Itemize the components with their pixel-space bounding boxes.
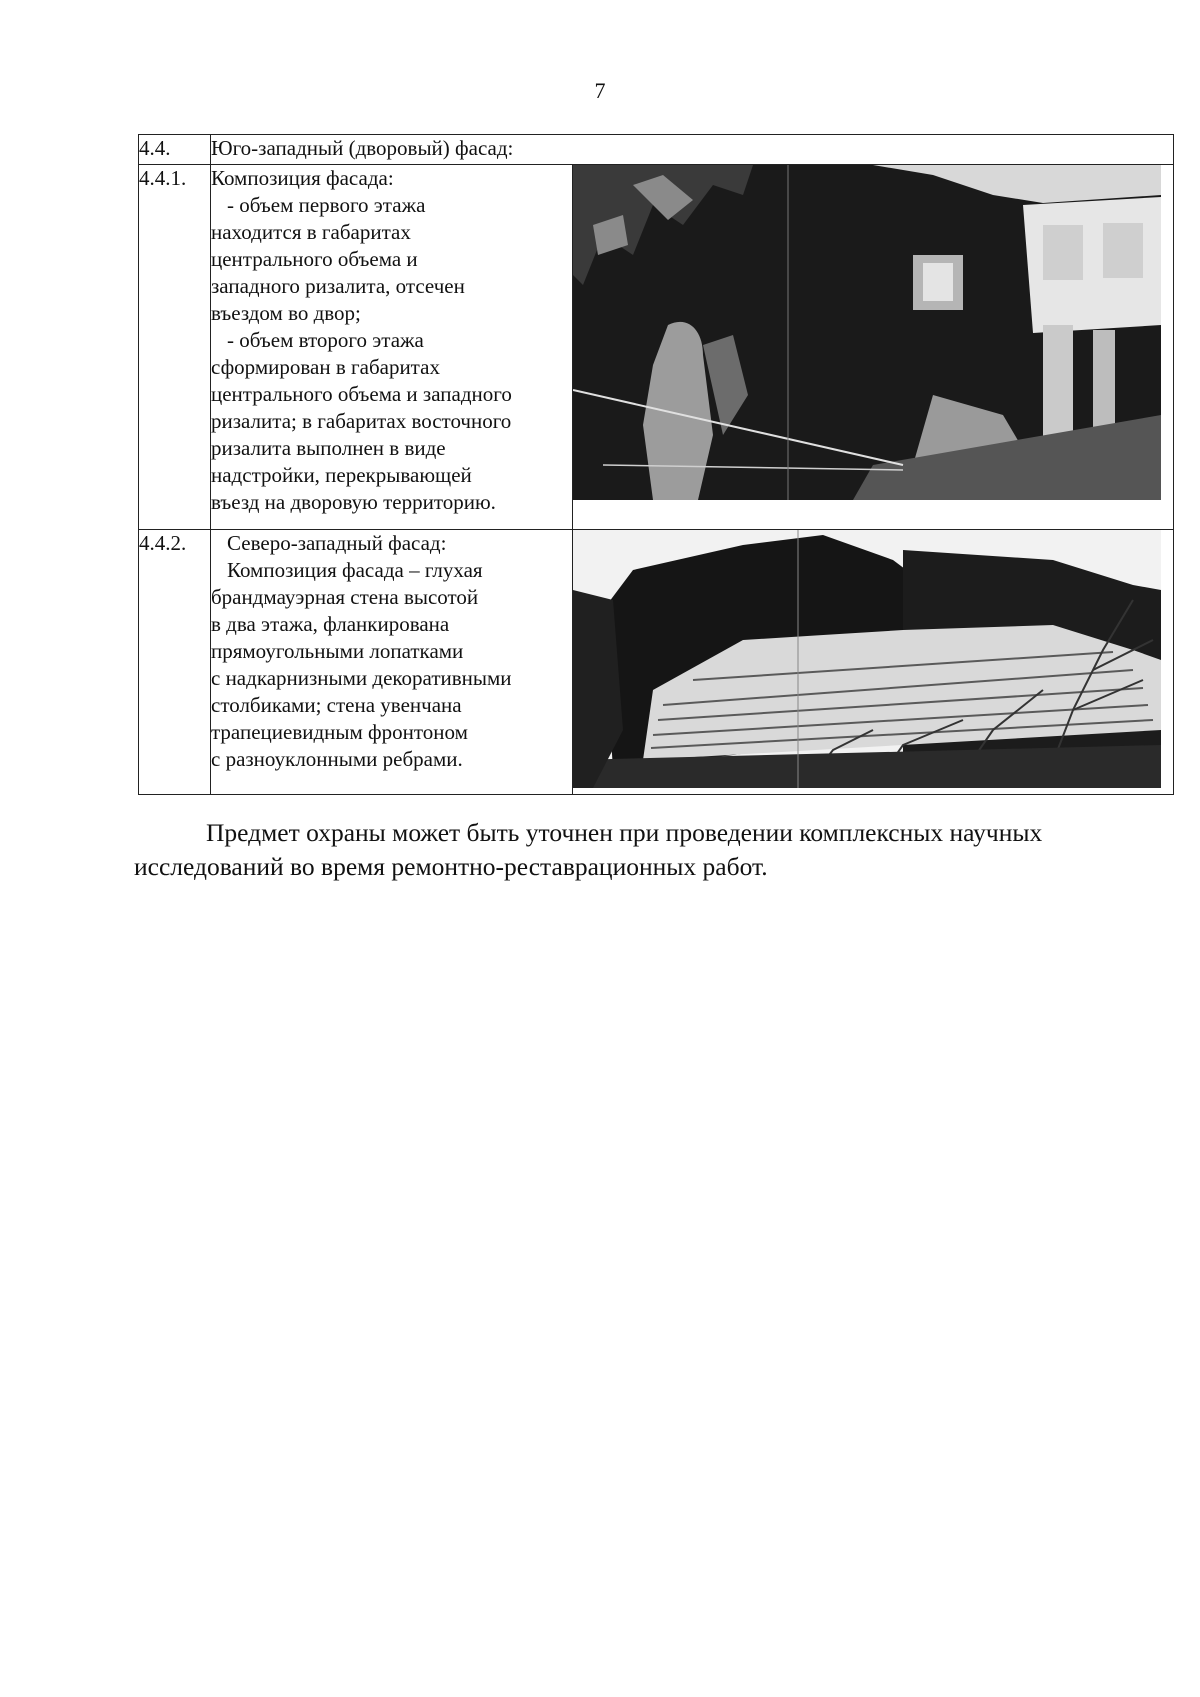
text-line: въезд на дворовую территорию.: [211, 490, 496, 514]
text-line: надстройки, перекрывающей: [211, 463, 472, 487]
text-line: центрального объема и: [211, 247, 418, 271]
firewall-facade-photo: [573, 530, 1161, 788]
section-row: [139, 135, 1174, 165]
text-line: - объем первого этажа: [227, 193, 426, 217]
facade-table: [138, 134, 1174, 795]
text-line: сформирован в габаритах: [211, 355, 440, 379]
courtyard-facade-photo: [573, 165, 1161, 500]
text-line: с надкарнизными декоративными: [211, 666, 512, 690]
row-number: 4.4.1.: [139, 165, 211, 530]
text-line: западного ризалита, отсечен: [211, 274, 465, 298]
photo-cell: [573, 165, 1174, 530]
text-line: столбиками; стена увенчана: [211, 693, 462, 717]
text-line: въездом во двор;: [211, 301, 361, 325]
table-row: [139, 530, 1174, 795]
text-line: прямоугольными лопатками: [211, 639, 464, 663]
text-line: - объем второго этажа: [227, 328, 424, 352]
section-number: 4.4.: [139, 135, 211, 165]
text-line: центрального объема и западного: [211, 382, 512, 406]
table-row: [139, 165, 1174, 530]
row-number: 4.4.2.: [139, 530, 211, 795]
page-number: 7: [594, 78, 606, 103]
text-line: с разноуклонными ребрами.: [211, 747, 463, 771]
text-line: Композиция фасада:: [211, 166, 394, 190]
footer-paragraph: [134, 816, 1174, 884]
photo-cell: [573, 530, 1174, 795]
text-line: Северо-западный фасад:: [227, 531, 447, 555]
footer-line-2: исследований во время ремонтно-реставрационных работ.: [134, 852, 768, 881]
text-line: Композиция фасада – глухая: [227, 558, 483, 582]
text-line: трапециевидным фронтоном: [211, 720, 468, 744]
text-line: ризалита; в габаритах восточного: [211, 409, 512, 433]
text-line: брандмауэрная стена высотой: [211, 585, 479, 609]
row-description: [211, 530, 573, 795]
row-description: [211, 165, 573, 530]
text-line: в два этажа, фланкирована: [211, 612, 450, 636]
footer-line-1: Предмет охраны может быть уточнен при проведении комплексных научных: [206, 818, 1043, 847]
text-line: ризалита выполнен в виде: [211, 436, 446, 460]
text-line: находится в габаритах: [211, 220, 411, 244]
section-title: Юго-западный (дворовый) фасад:: [211, 135, 1174, 165]
